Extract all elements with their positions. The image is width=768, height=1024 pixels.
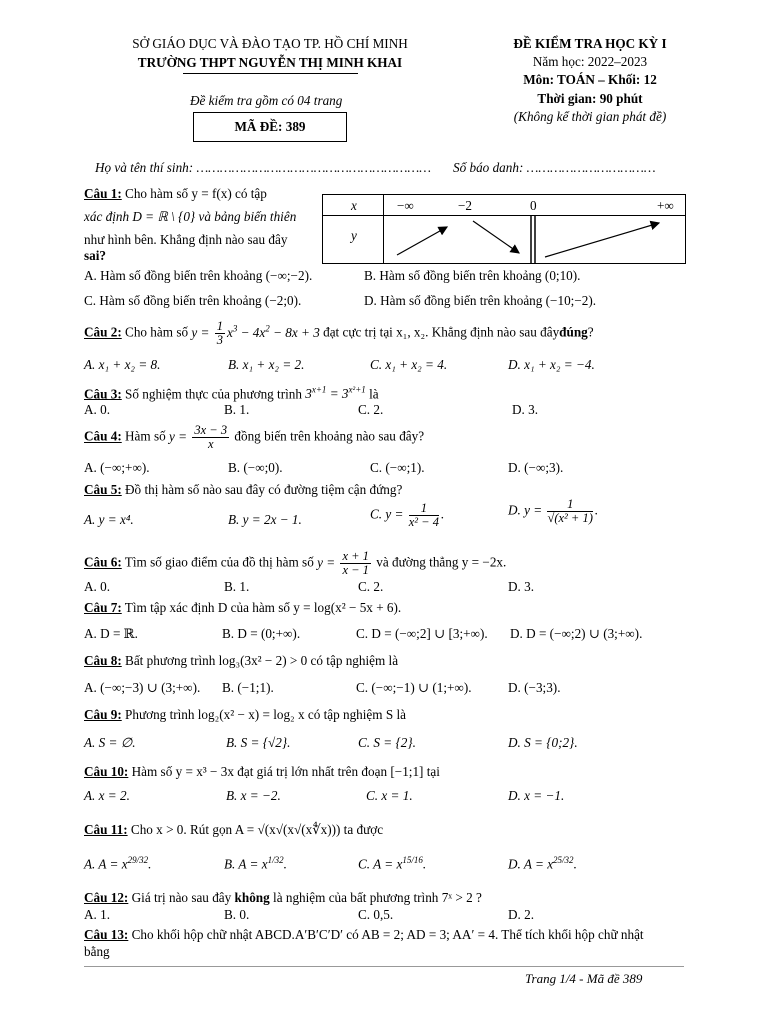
q3-option-a: A. 0.: [84, 402, 111, 417]
variation-arrows: [323, 215, 685, 263]
q6-option-b: B. 1.: [224, 579, 250, 594]
q7-option-b: B. D = (0;+∞).: [222, 626, 301, 641]
q10-option-d: D. x = −1.: [508, 788, 565, 803]
q9-option-a: A. S = ∅.: [84, 735, 136, 750]
q4-option-b: B. (−∞;0).: [228, 460, 283, 475]
question-label: Câu 2:: [84, 324, 122, 340]
page-footer: Trang 1/4 - Mã đề 389: [525, 971, 643, 986]
q5-option-b: B. y = 2x − 1.: [228, 512, 302, 527]
q8-option-a: A. (−∞;−3) ∪ (3;+∞).: [84, 680, 201, 695]
question-12: Câu 12: Giá trị nào sau đây không là nghiệm của bất phương trình 7ˣ > 2 ?: [84, 890, 482, 905]
question-1-line-3: như hình bên. Khẳng định nào sau đây: [84, 232, 288, 247]
q7-option-d: D. D = (−∞;2) ∪ (3;+∞).: [510, 626, 643, 641]
question-5: Câu 5: Đồ thị hàm số nào sau đây có đường tiệm cận đứng?: [84, 482, 403, 497]
q3-equation: $3^{x+1} = 3^{x^2+1}$: [305, 385, 366, 402]
question-4: Câu 4: Hàm số y = $\frac{3x - 3}{x}$ đồng biến trên khoảng nào sau đây?: [84, 423, 425, 451]
question-label: Câu 1:: [84, 186, 122, 201]
question-label: Câu 3:: [84, 386, 122, 402]
variation-table: [322, 194, 686, 264]
q6-option-a: A. 0.: [84, 579, 111, 594]
q9-option-b: B. S = {√2}.: [226, 735, 291, 750]
q4-option-a: A. (−∞;+∞).: [84, 460, 150, 475]
question-6: Câu 6: Tìm số giao điểm của đồ thị hàm số y = $\frac{x + 1}{x - 1}$ và đường thẳng y = −2x.: [84, 549, 507, 577]
q2-option-b: B. x₁ + x₂ = 2.: [228, 357, 305, 372]
table-tick-minus-2: −2: [458, 198, 473, 213]
q12-option-b: B. 0.: [224, 907, 250, 922]
question-label: Câu 11:: [84, 822, 128, 837]
question-7: Câu 7: Tìm tập xác định D của hàm số y = log(x² − 5x + 6).: [84, 600, 402, 615]
question-10: Câu 10: Hàm số y = x³ − 3x đạt giá trị lớn nhất trên đoạn [−1;1] tại: [84, 764, 440, 779]
question-1-line-4: sai?: [84, 248, 106, 263]
q3-option-b: B. 1.: [224, 402, 250, 417]
q1-option-c: C. Hàm số đồng biến trên khoảng (−2;0).: [84, 293, 302, 308]
q4-option-d: D. (−∞;3).: [508, 460, 564, 475]
q9-option-c: C. S = {2}.: [358, 735, 416, 750]
question-9: Câu 9: Phương trình log₂(x² − x) = log₂ x có tập nghiệm S là: [84, 707, 406, 722]
question-2: Câu 2: Cho hàm số y = $\frac{1}{3}$ $x^3 - 4x^2 - 8x + 3$ đạt cực trị tại x₁, x₂. Khẳng định nào sau đâyđúng?: [84, 319, 594, 347]
subject: Môn: TOÁN – Khối: 12: [523, 72, 657, 87]
question-8: Câu 8: Bất phương trình log₃(3x² − 2) > 0 có tập nghiệm là: [84, 653, 399, 668]
footer-divider: [84, 966, 684, 967]
pages-note: Đề kiểm tra gồm có 04 trang: [190, 93, 343, 108]
q2-option-c: C. x₁ + x₂ = 4.: [370, 357, 448, 372]
exam-time: Thời gian: 90 phút: [537, 91, 643, 106]
question-text-pre: Cho hàm số: [125, 324, 189, 340]
q1-option-d: D. Hàm số đồng biến trên khoảng (−10;−2).: [364, 293, 597, 308]
exam-title: ĐỀ KIỂM TRA HỌC KỲ I: [513, 36, 667, 51]
q1-option-b: B. Hàm số đồng biến trên khoảng (0;10).: [364, 268, 581, 283]
question-label: Câu 10:: [84, 764, 129, 779]
question-label: Câu 4:: [84, 428, 122, 444]
q2-option-a: A. x₁ + x₂ = 8.: [84, 357, 161, 372]
question-3: Câu 3: Số nghiệm thực của phương trình $3^{x+1} = 3^{x^2+1}$ là: [84, 385, 379, 402]
q12-option-c: C. 0,5.: [358, 907, 394, 922]
q5-option-c: C. y = $\frac{1}{\text{x² − 4}}$ .: [370, 501, 445, 529]
q1-option-a: A. Hàm số đồng biến trên khoảng (−∞;−2).: [84, 268, 313, 283]
table-tick-pos-inf: +∞: [657, 198, 674, 213]
q11-option-d: D. $A = x^{25/32}$.: [508, 855, 577, 872]
question-text-post: đạt cực trị tại x₁, x₂. Khẳng định nào sau đây: [323, 324, 560, 340]
q12-option-d: D. 2.: [508, 907, 535, 922]
q11-option-a: A. $A = x^{29/32}$.: [84, 855, 152, 872]
question-text: Cho hàm số y = f(x) có tập: [125, 186, 267, 201]
table-tick-zero: 0: [530, 198, 537, 213]
q3-option-d: D. 3.: [512, 402, 539, 417]
question-text-strong: đúng: [559, 324, 588, 340]
q10-option-b: B. x = −2.: [226, 788, 281, 803]
q4-option-c: C. (−∞;1).: [370, 460, 425, 475]
arrow-down: [473, 221, 519, 253]
question-label: Câu 5:: [84, 482, 122, 497]
time-note: (Không kể thời gian phát đề): [513, 109, 667, 124]
q6-option-d: D. 3.: [508, 579, 535, 594]
q7-option-a: A. D = ℝ.: [84, 626, 138, 641]
school-year: Năm học: 2022–2023: [532, 54, 648, 69]
question-label: Câu 8:: [84, 653, 122, 668]
q2-option-d: D. x₁ + x₂ = −4.: [508, 357, 595, 372]
question-1-line-2: xác định D = ℝ \ {0} và bảng biến thiên: [84, 209, 297, 224]
arrow-up-2: [545, 223, 659, 257]
question-13: Câu 13: Cho khối hộp chữ nhật ABCD.A′B′C′D′ có AB = 2; AD = 3; AA′ = 4. Thể tích khối hộp chữ nhật: [84, 927, 644, 942]
candidate-id-field: Số báo danh: ……………………………: [453, 160, 656, 175]
candidate-name-field: Họ và tên thí sinh: ……………………………………………………: [95, 160, 431, 175]
q10-option-a: A. x = 2.: [84, 788, 130, 803]
table-x-label: x: [351, 198, 357, 213]
question-1-line-1: [84, 186, 267, 202]
question-13-line-2: bằng: [84, 944, 110, 959]
q5-option-a: A. y = x⁴.: [84, 512, 134, 527]
q11-option-c: C. $A = x^{15/16}$.: [358, 855, 427, 872]
header-divider: [183, 73, 358, 74]
school-name: TRƯỜNG THPT NGUYỄN THỊ MINH KHAI: [137, 55, 403, 70]
q10-option-c: C. x = 1.: [366, 788, 413, 803]
question-label: Câu 9:: [84, 707, 122, 722]
q12-option-a: A. 1.: [84, 907, 111, 922]
question-label: Câu 13:: [84, 927, 129, 942]
question-text: Số nghiệm thực của phương trình: [125, 386, 302, 402]
q11-option-b: B. $A = x^{1/32}$.: [224, 855, 287, 872]
exam-code-box: MÃ ĐỀ: 389: [193, 112, 347, 142]
table-y-label: y: [351, 228, 357, 243]
q4-function: y = $\frac{3x - 3}{x}$: [169, 423, 228, 451]
department-name: SỞ GIÁO DỤC VÀ ĐÀO TẠO TP. HỒ CHÍ MINH: [132, 36, 408, 51]
q6-function: y = $\frac{x + 1}{x - 1}$: [317, 549, 369, 577]
question-label: Câu 7:: [84, 600, 122, 615]
question-label: Câu 6:: [84, 554, 122, 570]
question-11: Câu 11: Cho x > 0. Rút gọn A = √(x√(x√(x∜x))) ta được: [84, 822, 384, 837]
table-tick-neg-inf: −∞: [397, 198, 414, 213]
q2-function: y = $\frac{1}{3}$ $x^3 - 4x^2 - 8x + 3$: [191, 319, 320, 347]
q5-option-d: D. y = $\frac{1}{\text{√(x² + 1)}}$ .: [508, 497, 599, 525]
q8-option-c: C. (−∞;−1) ∪ (1;+∞).: [356, 680, 472, 695]
q7-option-c: C. D = (−∞;2] ∪ [3;+∞).: [356, 626, 488, 641]
q3-option-c: C. 2.: [358, 402, 384, 417]
arrow-up-1: [397, 227, 447, 255]
q8-option-b: B. (−1;1).: [222, 680, 274, 695]
q8-option-d: D. (−3;3).: [508, 680, 561, 695]
q6-option-c: C. 2.: [358, 579, 384, 594]
question-label: Câu 12:: [84, 890, 129, 905]
q9-option-d: D. S = {0;2}.: [508, 735, 578, 750]
